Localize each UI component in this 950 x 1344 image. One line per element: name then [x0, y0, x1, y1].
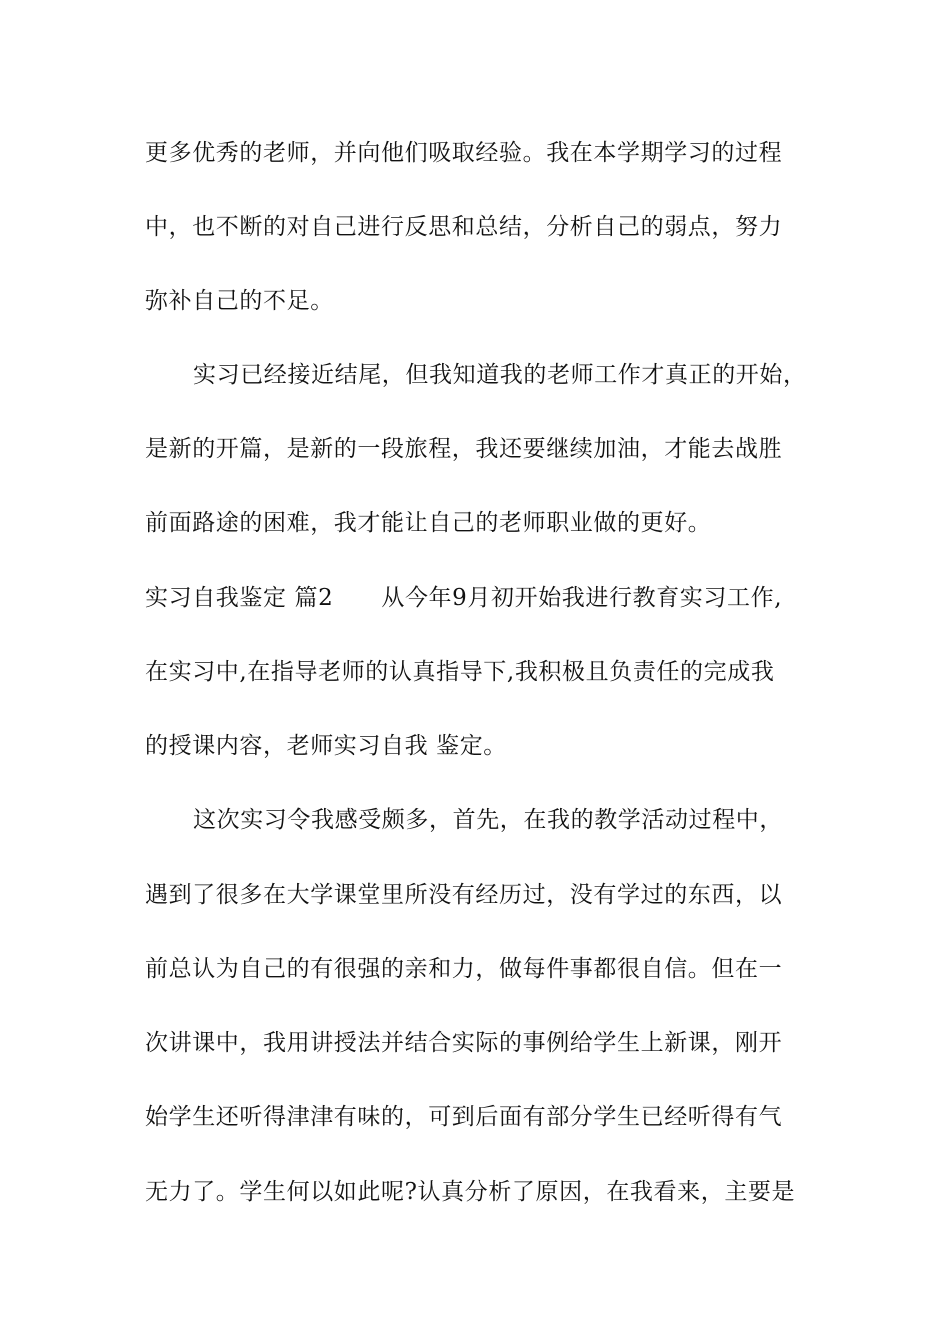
text-line-1: 更多优秀的老师，并向他们吸取经验。我在本学期学习的过程: [145, 140, 783, 166]
text-line-15: 无力了。学生何以如此呢?认真分析了原因，在我看来，主要是: [145, 1179, 796, 1205]
text-line-6: 前面路途的困难，我才能让自己的老师职业做的更好。: [145, 510, 712, 536]
text-line-11: 遇到了很多在大学课堂里所没有经历过，没有学过的东西，以: [145, 882, 783, 908]
text-line-10: 这次实习令我感受颇多，首先，在我的教学活动过程中，: [193, 807, 783, 833]
text-line-9: 的授课内容，老师实习自我 鉴定。: [145, 733, 507, 759]
text-line-2: 中，也不断的对自己进行反思和总结，分析自己的弱点，努力: [145, 214, 783, 240]
text-line-12: 前总认为自己的有很强的亲和力，做每件事都很自信。但在一: [145, 956, 783, 982]
section-line: [145, 583, 815, 613]
section-heading: 实习自我鉴定 篇2: [145, 585, 334, 611]
text-line-14: 始学生还听得津津有味的，可到后面有部分学生已经听得有气: [145, 1104, 783, 1130]
text-line-4: 实习已经接近结尾，但我知道我的老师工作才真正的开始，: [193, 362, 807, 388]
text-line-5: 是新的开篇，是新的一段旅程，我还要继续加油，才能去战胜: [145, 436, 783, 462]
text-line-8: 在实习中,在指导老师的认真指导下,我积极且负责任的完成我: [145, 659, 775, 685]
text-line-13: 次讲课中，我用讲授法并结合实际的事例给学生上新课，刚开: [145, 1030, 783, 1056]
section-first-line: 从今年9月初开始我进行教育实习工作,: [381, 585, 783, 611]
text-line-3: 弥补自己的不足。: [145, 288, 334, 314]
